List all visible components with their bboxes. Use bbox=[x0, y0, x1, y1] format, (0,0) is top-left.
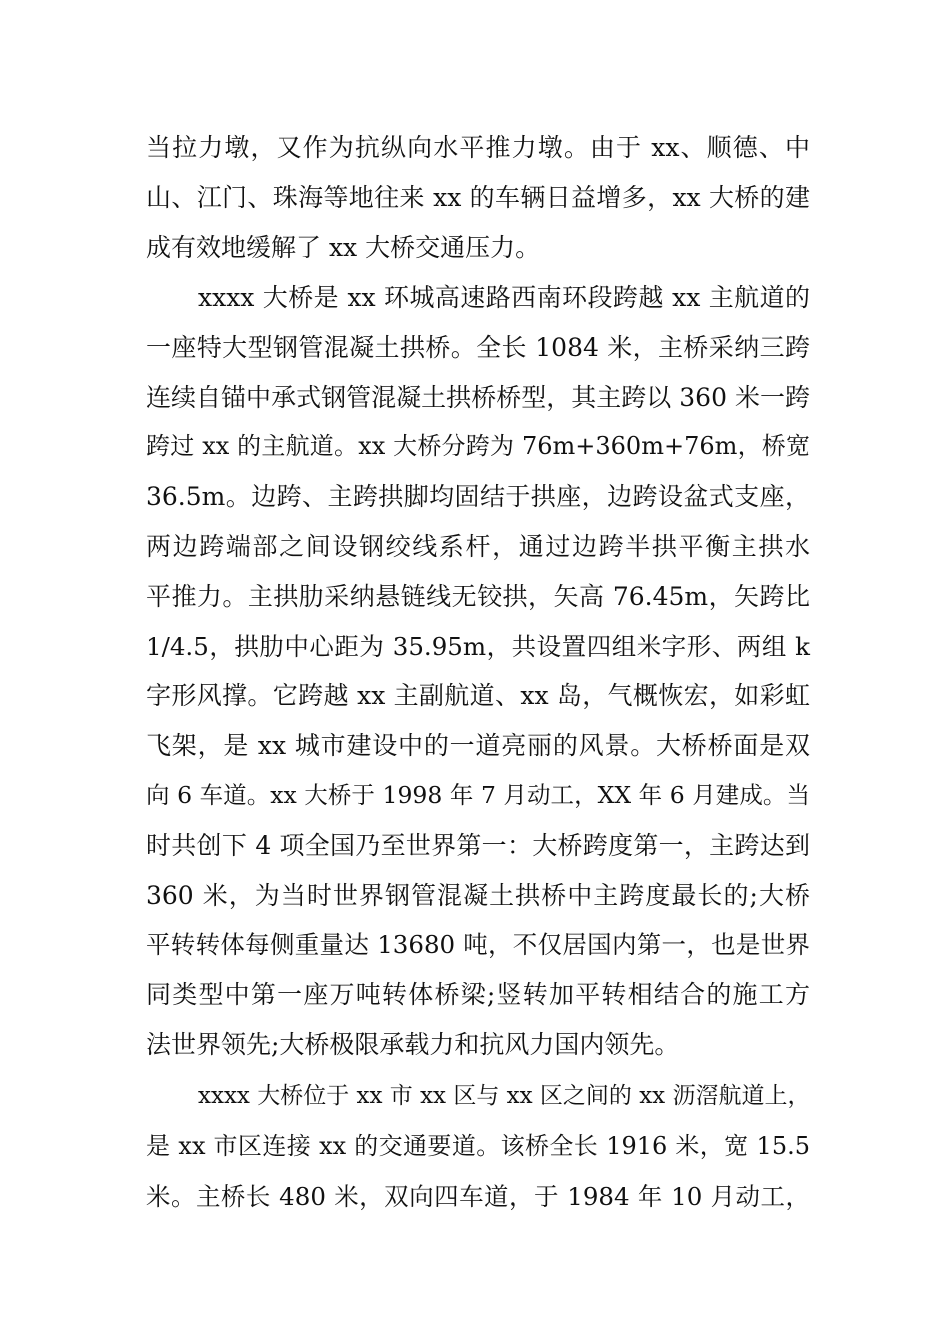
paragraph-line: xxxx 大桥位于 xx 市 xx 区与 xx 区之间的 xx 沥滘航道上， bbox=[198, 1083, 811, 1109]
paragraph-2 bbox=[146, 273, 810, 1070]
paragraph-line: 平转转体每侧重量达 13680 吨，不仅居国内第一，也是世界 bbox=[146, 930, 810, 960]
paragraph-line: 连续自锚中承式钢管混凝土拱桥桥型，其主跨以 360 米一跨 bbox=[146, 382, 810, 412]
paragraph-line: 跨过 xx 的主航道。xx 大桥分跨为 76m+360m+76m，桥宽 bbox=[146, 432, 810, 461]
paragraph-line: 平推力。主拱肋采纳悬链线无铰拱，矢高 76.45m，矢跨比 bbox=[146, 581, 810, 611]
paragraph-line: 米。主桥长 480 米，双向四车道，于 1984 年 10 月动工， bbox=[146, 1181, 810, 1211]
paragraph-line: 法世界领先;大桥极限承载力和抗风力国内领先。 bbox=[146, 1029, 680, 1059]
paragraph-line: 成有效地缓解了 xx 大桥交通压力。 bbox=[146, 232, 541, 262]
paragraph-line: 1/4.5，拱肋中心距为 35.95m，共设置四组米字形、两组 k bbox=[146, 631, 810, 661]
paragraph-3 bbox=[146, 1072, 810, 1221]
paragraph-line: 时共创下 4 项全国乃至世界第一：大桥跨度第一，主跨达到 bbox=[146, 830, 810, 860]
paragraph-line: 字形风撑。它跨越 xx 主副航道、xx 岛，气概恢宏，如彩虹 bbox=[146, 681, 810, 711]
paragraph-line: 36.5m。边跨、主跨拱脚均固结于拱座，边跨设盆式支座， bbox=[146, 482, 810, 512]
paragraph-line: 360 米，为当时世界钢管混凝土拱桥中主跨度最长的;大桥 bbox=[146, 880, 810, 910]
paragraph-line: 飞架，是 xx 城市建设中的一道亮丽的风景。大桥桥面是双 bbox=[146, 731, 810, 761]
paragraph-line: 一座特大型钢管混凝土拱桥。全长 1084 米，主桥采纳三跨 bbox=[146, 332, 810, 362]
paragraph-1 bbox=[146, 123, 810, 272]
paragraph-line: 两边跨端部之间设钢绞线系杆，通过边跨半拱平衡主拱水 bbox=[146, 531, 810, 561]
paragraph-line: xxxx 大桥是 xx 环城高速路西南环段跨越 xx 主航道的 bbox=[198, 283, 810, 312]
paragraph-line: 向 6 车道。xx 大桥于 1998 年 7 月动工，XX 年 6 月建成。当 bbox=[146, 780, 810, 809]
paragraph-line: 是 xx 市区连接 xx 的交通要道。该桥全长 1916 米，宽 15.5 bbox=[146, 1131, 810, 1160]
paragraph-line: 山、江门、珠海等地往来 xx 的车辆日益增多，xx 大桥的建 bbox=[146, 182, 810, 212]
paragraph-line: 同类型中第一座万吨转体桥梁;竖转加平转相结合的施工方 bbox=[146, 980, 810, 1010]
paragraph-line: 当拉力墩，又作为抗纵向水平推力墩。由于 xx、顺德、中 bbox=[146, 133, 810, 162]
